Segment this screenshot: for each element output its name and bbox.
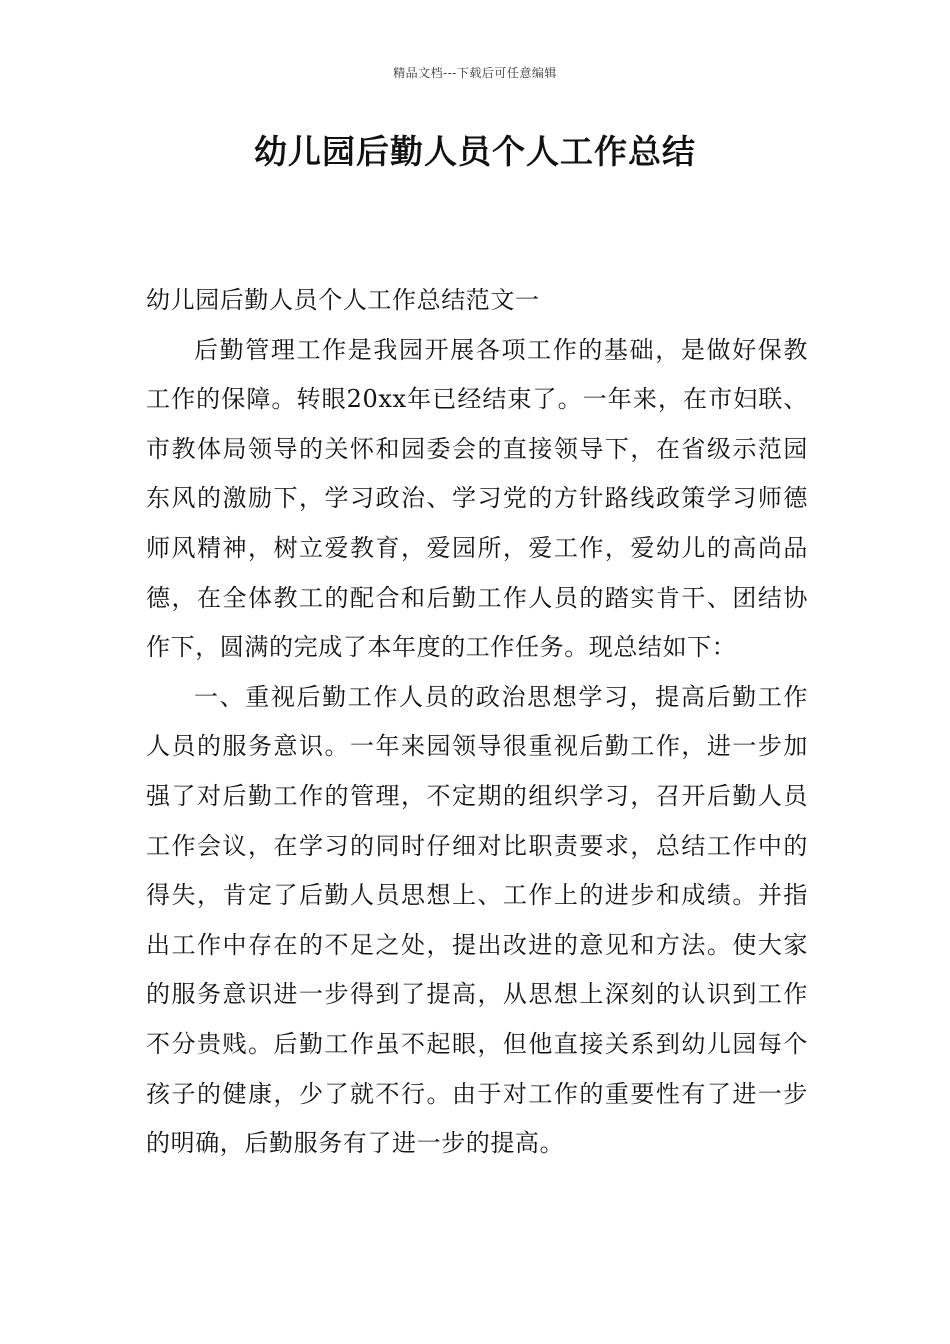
document-body bbox=[146, 276, 808, 1169]
section-heading: 幼儿园后勤人员个人工作总结范文一 bbox=[146, 286, 540, 314]
body-paragraph: 一、重视后勤工作人员的政治思想学习，提高后勤工作人员的服务意识。一年来园领导很重视后勤工作，进一步加强了对后勤工作的管理，不定期的组织学习，召开后勤人员工作会议，在学习的同时仔细对比职责要求，总结工作中的得失，肯定了后勤人员思想上、工作上的进步和成绩。并指出工作中存在的不足之处，提出改进的意见和方法。使大家的服务意识进一步得到了提高，从思想上深刻的认识到工作不分贵贱。后勤工作虽不起眼，但他直接关系到幼儿园每个孩子的健康，少了就不行。由于对工作的重要性有了进一步的明确，后勤服务有了进一步的提高。 bbox=[146, 682, 808, 1158]
document-title: 幼儿园后勤人员个人工作总结 bbox=[254, 132, 696, 171]
body-paragraph: 后勤管理工作是我园开展各项工作的基础，是做好保教工作的保障。转眼20xx年已经结束了。一年来，在市妇联、市教体局领导的关怀和园委会的直接领导下，在省级示范园东风的激励下，学习政治、学习党的方针路线政策学习师德师风精神，树立爱教育，爱园所，爱工作，爱幼儿的高尚品德，在全体教工的配合和后勤工作人员的踏实肯干、团结协作下，圆满的完成了本年度的工作任务。现总结如下： bbox=[146, 335, 808, 662]
header-note: 精品文档---下载后可任意编辑 bbox=[393, 66, 557, 80]
